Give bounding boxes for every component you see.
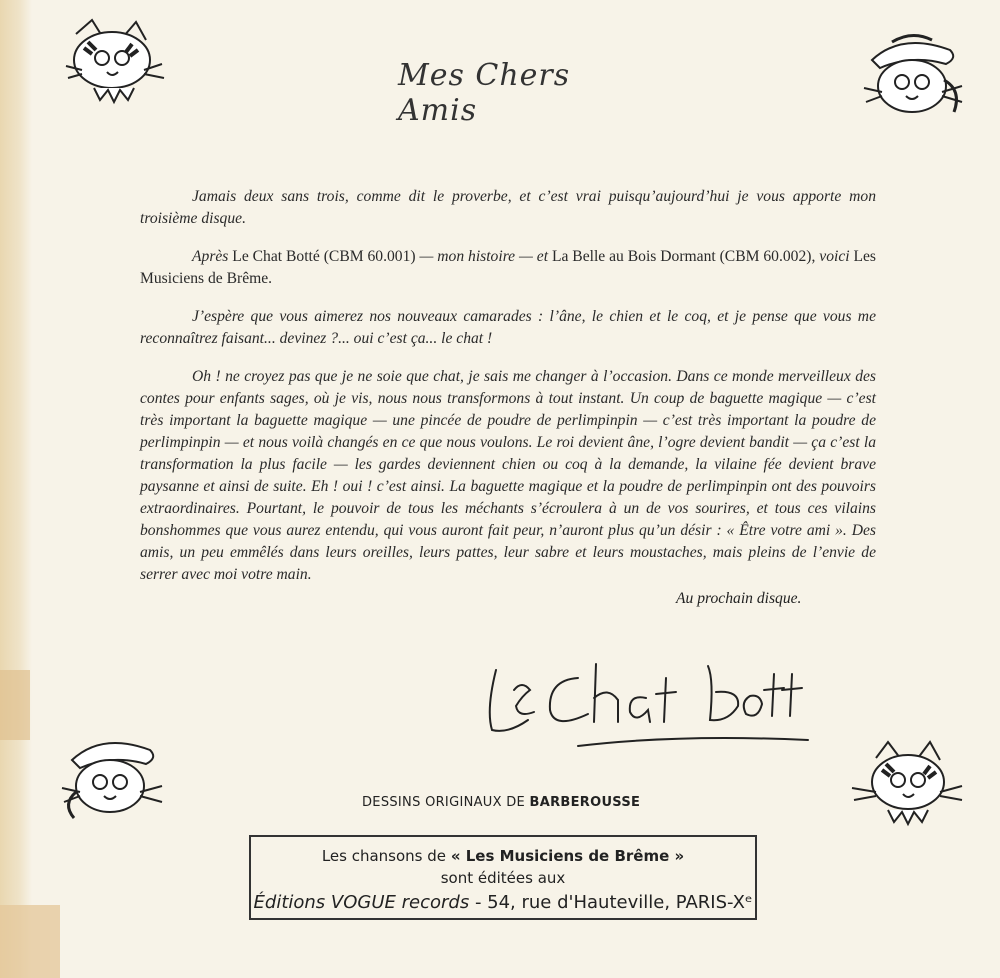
paper-stain: [0, 905, 60, 978]
paragraph-3-text: J’espère que vous aimerez nos nouveaux camarades : l’âne, le chien et le coq, et je pense que vous me reconnaîtrez faisant... devinez ?... oui c’est ça... le chat !: [140, 308, 876, 347]
catalog-number-2: (CBM 60.002),: [715, 248, 816, 265]
record-title-belle-au-bois-dormant: La Belle au Bois Dormant: [551, 248, 716, 265]
credits-line: [362, 795, 762, 810]
publisher-line-2: sont éditées aux: [440, 869, 566, 887]
closing-line: Au prochain disque.: [676, 590, 802, 607]
handwritten-heading: Mes Chers Amis: [398, 58, 571, 128]
paragraph-2-part: voici: [815, 248, 854, 265]
letter-body: [140, 186, 876, 602]
paper-stain: [0, 0, 32, 978]
tabby-cat-illustration-bottom-right: [848, 738, 966, 830]
credits-prefix: DESSINS ORIGINAUX DE: [362, 795, 526, 810]
paragraph-2: [140, 246, 876, 290]
tabby-cat-illustration-top-left: [62, 14, 177, 109]
publisher-line-3: [251, 889, 755, 917]
cavalier-cat-illustration-bottom-left: [58, 732, 166, 822]
publisher-line-1: [251, 845, 755, 867]
paragraph-2-part: — mon histoire — et: [415, 248, 552, 265]
publisher-song-title: « Les Musiciens de Brême »: [450, 847, 685, 865]
paper-stain: [0, 670, 30, 740]
record-title-chat-botte: Le Chat Botté: [232, 248, 320, 265]
paragraph-4-text: Oh ! ne croyez pas que je ne soie que chat, je sais me changer à l’occasion. Dans ce monde merveilleux des contes pour enfants sages, où je vis, nous nous transformons à tout instant. Un coup de baguette magique — c’est très important la baguette magique — une pincée de poudre de perlimpinpin — c’est très important la poudre de perlimpinpin — et nous voilà changés en ce que nous voulons. Le roi devient âne, l’ogre devient bandit — ça c’est la transformation la plus facile — les gardes deviennent chien ou coq à la demande, la vilaine fée devient brave paysanne et ainsi de suite. Eh ! oui ! c’est ainsi. La baguette magique et la poudre de perlimpinpin ont des pouvoirs extraordinaires. Pourtant, le pouvoir de tous les méchants s’écroulera à un de vos sourires, et tous ces vilains bonshommes que vous aurez entendu, qui vous auront fait peur, n’auront plus qu’un désir : « Être votre ami ». Des amis, un peu emmêlés dans leurs oreilles, leurs pattes, leur sabre et leurs moustaches, mais pleins de l’envie de serrer avec moi votre main.: [140, 368, 876, 583]
credits-artist: BARBEROUSSE: [529, 795, 641, 810]
publisher-line-1-prefix: Les chansons de: [321, 847, 447, 865]
catalog-number-1: (CBM 60.001): [319, 248, 416, 265]
record-title-musiciens-de-breme: Les Musiciens de Brême.: [140, 248, 876, 287]
handwritten-signature: [478, 650, 818, 764]
paragraph-3: [140, 306, 876, 350]
publisher-box: [249, 835, 757, 920]
paragraph-4: [140, 366, 876, 586]
paragraph-1-text: Jamais deux sans trois, comme dit le proverbe, et c’est vrai puisqu’aujourd’hui je vous apporte mon troisième disque.: [140, 188, 876, 227]
cavalier-cat-illustration-top-right: [862, 30, 967, 120]
paragraph-1: [140, 186, 876, 230]
publisher-address: - 54, rue d'Hauteville, PARIS-Xᵉ: [474, 892, 753, 913]
paragraph-2-part: Après: [192, 248, 233, 265]
publisher-brand: Éditions VOGUE records: [253, 892, 470, 913]
